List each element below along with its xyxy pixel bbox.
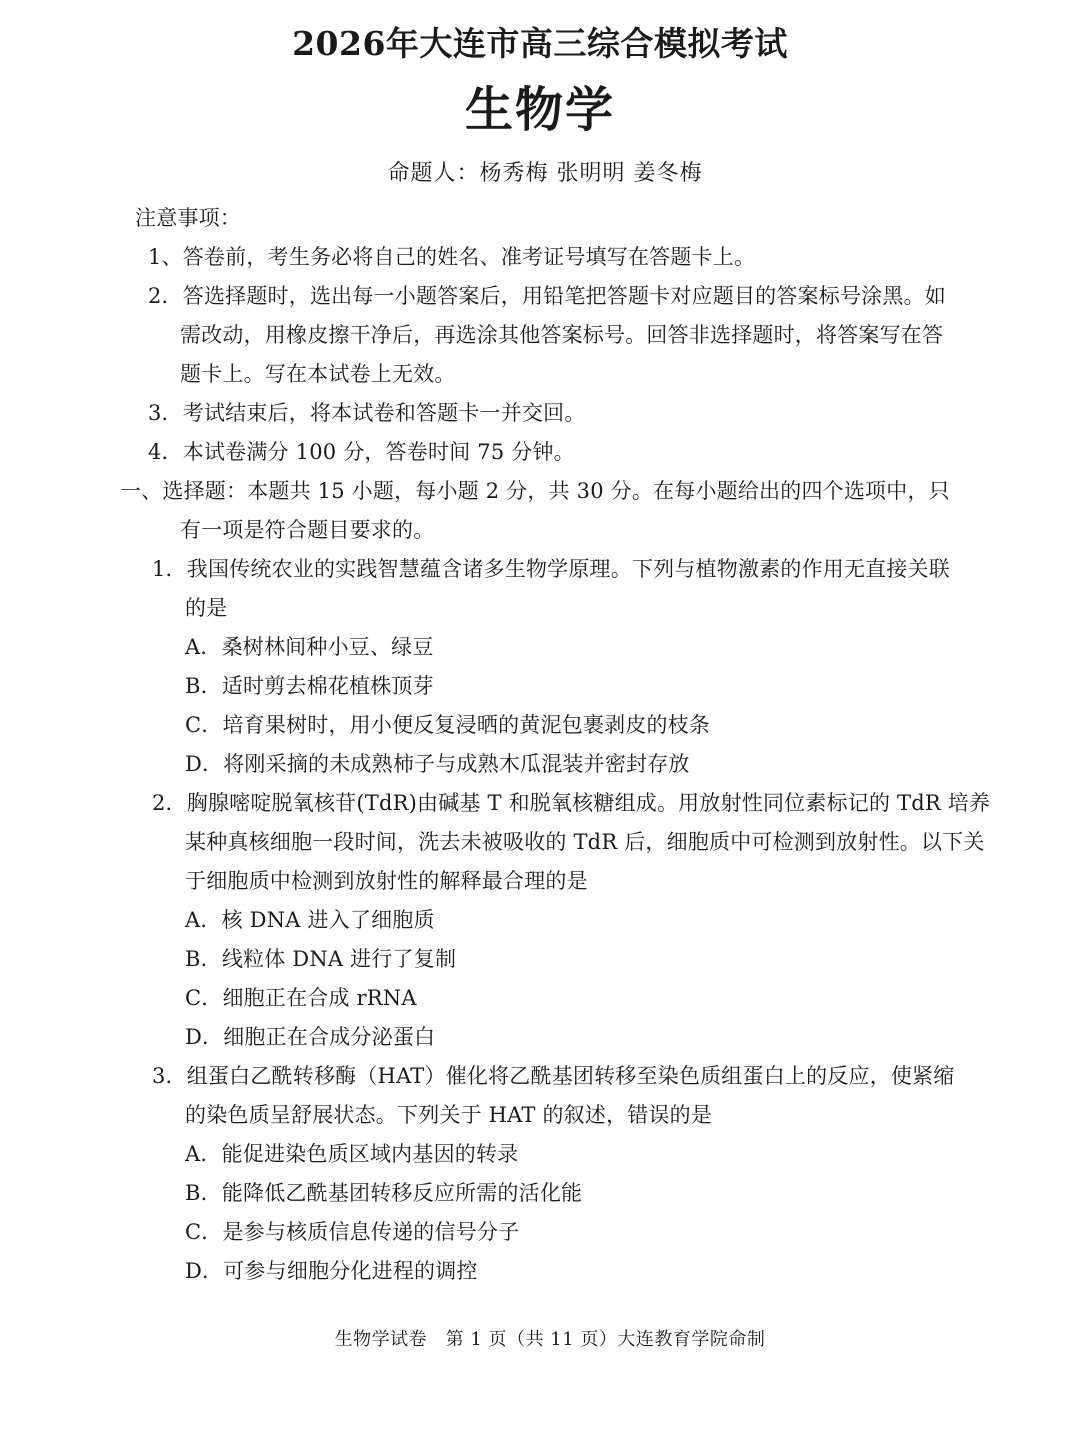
exam-title: 2026年大连市高三综合模拟考试 (292, 24, 788, 63)
question-2-option-d: D．细胞正在合成分泌蛋白 (185, 1025, 436, 1049)
question-2-option-c: C．细胞正在合成 rRNA (185, 986, 417, 1010)
notice-heading: 注意事项： (135, 206, 241, 230)
subject-title: 生物学 (464, 82, 615, 138)
notice-item-2-cont: 需改动，用橡皮擦干净后，再选涂其他答案标号。回答非选择题时，将答案写在答 (180, 323, 944, 347)
notice-item-2-cont: 题卡上。写在本试卷上无效。 (180, 362, 456, 386)
question-3-option-a: A．能促进染色质区域内基因的转录 (185, 1142, 519, 1166)
authors: 命题人：杨秀梅 张明明 姜冬梅 (387, 161, 703, 186)
question-1-stem-cont: 的是 (185, 596, 228, 620)
question-3-option-d: D．可参与细胞分化进程的调控 (185, 1259, 478, 1283)
notice-item-4: 4．本试卷满分 100 分，答卷时间 75 分钟。 (148, 440, 575, 464)
question-2-option-a: A．核 DNA 进入了细胞质 (185, 908, 435, 932)
section-heading: 一、选择题：本题共 15 小题，每小题 2 分，共 30 分。在每小题给出的四个选项中，只 (120, 479, 950, 503)
question-3-option-b: B．能降低乙酰基团转移反应所需的活化能 (185, 1181, 583, 1205)
question-1-option-c: C．培育果树时，用小便反复浸晒的黄泥包裹剥皮的枝条 (185, 713, 711, 737)
question-2-stem: 2．胸腺嘧啶脱氧核苷(TdR)由碱基 T 和脱氧核糖组成。用放射性同位素标记的 TdR 培养 (152, 791, 991, 815)
section-heading-cont: 有一项是符合题目要求的。 (180, 518, 435, 542)
question-2-stem-cont: 某种真核细胞一段时间，洗去未被吸收的 TdR 后，细胞质中可检测到放射性。以下关 (185, 830, 985, 854)
question-1-option-b: B．适时剪去棉花植株顶芽 (185, 674, 434, 698)
question-3-stem: 3．组蛋白乙酰转移酶（HAT）催化将乙酰基团转移至染色质组蛋白上的反应，使紧缩 (152, 1064, 955, 1088)
notice-item-2: 2．答选择题时，选出每一小题答案后，用铅笔把答题卡对应题目的答案标号涂黑。如 (148, 284, 946, 308)
question-3-stem-cont: 的染色质呈舒展状态。下列关于 HAT 的叙述，错误的是 (185, 1103, 713, 1127)
question-1-option-d: D．将刚采摘的未成熟柿子与成熟木瓜混装并密封存放 (185, 752, 690, 776)
question-1-option-a: A．桑树林间种小豆、绿豆 (185, 635, 434, 659)
question-2-stem-cont: 于细胞质中检测到放射性的解释最合理的是 (185, 869, 588, 893)
notice-item-3: 3．考试结束后，将本试卷和答题卡一并交回。 (148, 401, 586, 425)
question-1-stem: 1．我国传统农业的实践智慧蕴含诸多生物学原理。下列与植物激素的作用无直接关联 (152, 557, 950, 581)
notice-item-1: 1、答卷前，考生务必将自己的姓名、准考证号填写在答题卡上。 (148, 245, 756, 269)
question-3-option-c: C．是参与核质信息传递的信号分子 (185, 1220, 520, 1244)
question-2-option-b: B．线粒体 DNA 进行了复制 (185, 947, 457, 971)
page-footer: 生物学试卷 第 1 页（共 11 页）大连教育学院命制 (334, 1329, 766, 1350)
